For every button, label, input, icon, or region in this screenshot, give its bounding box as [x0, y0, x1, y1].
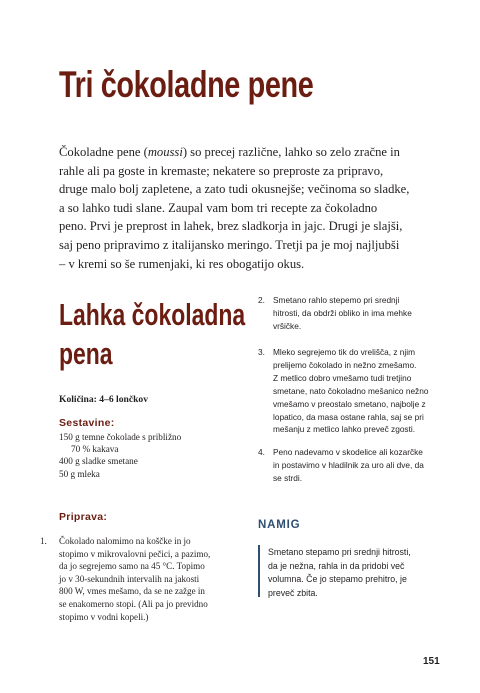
- step-line: Z metlico dobro vmešamo tudi tretjino: [273, 372, 412, 383]
- ingredient-item: 70 % kakava: [71, 444, 119, 455]
- tip-line: da je nežna, rahla in da pridobi več: [268, 560, 405, 571]
- step-number: 4.: [258, 447, 265, 457]
- tip-heading: NAMIG: [258, 519, 301, 531]
- method-step: [258, 446, 458, 485]
- intro-line: rahle ali pa goste in kremaste; nekatere so preproste za pripravo,: [59, 163, 384, 178]
- tip-line: Smetano stepamo pri srednji hitrosti,: [268, 547, 411, 557]
- step-text: [273, 294, 412, 333]
- method-step: [258, 346, 458, 436]
- recipe-title-line: Lahka čokoladna: [59, 297, 246, 332]
- step-line: mešanju z metlico lahko preveč zgosti.: [273, 424, 416, 435]
- ingredient-item: 400 g sladke smetane: [59, 456, 138, 467]
- step-line: prelijemo čokolado in nežno zmešamo.: [273, 359, 417, 370]
- tip-box: [258, 545, 448, 597]
- recipe-quantity: Količina: 4–6 lončkov: [59, 394, 149, 405]
- step-line: in postavimo v hladilnik za uro ali dve, da: [273, 459, 424, 470]
- intro-paragraph: [59, 143, 437, 273]
- ingredient-item: 150 g temne čokolade s približno: [59, 432, 182, 442]
- step-line: vršičke.: [273, 320, 302, 331]
- step-line: Mleko segrejemo tik do vrelišča, z njim: [273, 347, 416, 357]
- step-line: 800 W, vmes mešamo, da se ne zažge in: [59, 586, 205, 597]
- step-line: smetane, nato čokoladno mešanico nežno: [273, 385, 429, 396]
- step-text: [273, 446, 424, 485]
- recipe-title: [59, 295, 251, 373]
- tip-line: volumna. Če jo stepamo prehitro, je: [268, 574, 407, 585]
- step-line: stopimo v mikrovalovni pečici, a pazimo,: [59, 548, 211, 559]
- step-line: lopatico, da masa ostane rahla, saj se pri: [273, 411, 424, 422]
- step-line: se strdi.: [273, 472, 303, 483]
- page-number: 151: [423, 656, 440, 667]
- step-line: Čokolado nalomimo na koščke in jo: [59, 536, 191, 546]
- method-step: [258, 294, 458, 333]
- page-title: Tri čokoladne pene: [59, 64, 314, 105]
- intro-line: peno. Prvi je preprost in lahek, brez sladkorja in jajc. Drugi je slajši,: [59, 219, 403, 234]
- step-number: 3.: [258, 347, 265, 357]
- tip-line: preveč zbita.: [268, 587, 318, 598]
- intro-emphasis: moussi: [147, 145, 183, 159]
- intro-line: saj peno pripravimo z italijansko meringo. Tretji pa je moj najljubši: [59, 237, 400, 252]
- step-line: se enakomerno stopi. (Ali pa jo previdno: [59, 598, 208, 609]
- step-line: jo v 30-sekundnih intervalih na jakosti: [59, 573, 200, 584]
- recipe-title-line: pena: [59, 336, 113, 371]
- step-line: vmešamo v preostalo smetano, najbolje z: [273, 398, 426, 409]
- ingredient-item: 50 g mleka: [59, 468, 100, 479]
- step-text: [59, 535, 210, 623]
- step-text: [273, 346, 428, 436]
- step-line: Smetano rahlo stepemo pri srednji: [273, 295, 400, 305]
- ingredients-heading: Sestavine:: [59, 417, 115, 429]
- intro-line: Čokoladne pene (moussi) so precej različne, lahko so zelo zračne in: [59, 145, 400, 159]
- step-number: 2.: [258, 295, 265, 305]
- intro-line: a so lahko tudi slane. Zaupal vam bom tri recepte za čokoladno: [59, 200, 378, 215]
- step-line: da jo segrejemo samo na 45 °C. Topimo: [59, 561, 205, 572]
- step-line: hitrosti, da obdrži obliko in ima mehke: [273, 307, 412, 318]
- step-line: Peno nadevamo v skodelice ali kozarčke: [273, 447, 423, 457]
- ingredients-list: [59, 431, 229, 480]
- step-line: stopimo v vodni kopeli.): [59, 611, 149, 622]
- intro-line: druge malo bolj zapletene, a zato tudi okusnejše; večinoma so sladke,: [59, 182, 410, 197]
- step-number: 1.: [40, 536, 47, 546]
- method-step: [40, 535, 240, 623]
- intro-line: – v kremi so še rumenjaki, ki res obogatijo okus.: [59, 256, 305, 271]
- method-heading: Priprava:: [59, 511, 108, 523]
